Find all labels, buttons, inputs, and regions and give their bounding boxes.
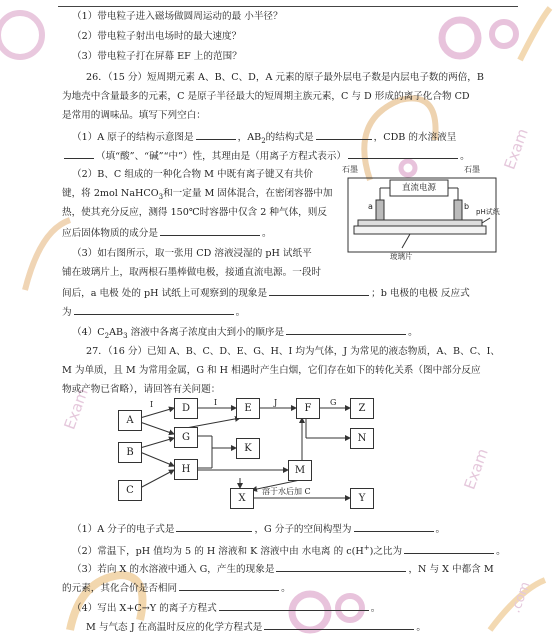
electrode-b-label: b: [464, 202, 470, 211]
watermark-exam-text-3: Exam: [460, 446, 492, 492]
q27-sub1-line: [72, 521, 445, 537]
q27-sub3-text-b: ，N 与 X 中都含 M: [408, 564, 494, 575]
flow-box-G: G: [174, 427, 198, 448]
left-electrode-label: 石墨: [342, 165, 358, 174]
q27-sub1-end: 。: [435, 524, 446, 535]
paper-pointer: [482, 218, 490, 223]
q26-sub1-blank-1: [196, 129, 236, 140]
q26-sub3-line-4: [62, 304, 245, 320]
q26-sub2-text-c: 和一定量 M 固体混合，在密闭容器中加: [163, 188, 333, 199]
q27-sub3-text-c: 的元素，其化合价是否相同: [62, 583, 178, 594]
q26-sub4-text-c: 溶液中各离子浓度由大到小的顺序是: [127, 327, 285, 338]
electrode-left: [376, 200, 384, 222]
q26-sub2-line-4: [62, 225, 272, 241]
q27-sub1-blank-1: [176, 521, 252, 532]
q26-stem-line-3: 是常用的调味品。填写下列空白：: [62, 110, 206, 121]
edge-label-J: J: [274, 398, 278, 407]
q26-sub3-blank-1: [269, 285, 369, 296]
q26-sub1-end: 。: [460, 151, 470, 162]
q26-sub3-blank-2: [74, 304, 234, 315]
q27-stem-line-1: 27．（16 分）已知 A、B、C、D、E、G、H、I 均为气体，J 为常见的液态物质，A、B、C、I、: [86, 346, 501, 357]
q27-sub4-line: [72, 600, 380, 616]
q27-sub4-end: 。: [370, 603, 381, 614]
flow-box-M: M: [288, 460, 312, 481]
flow-box-A: A: [118, 410, 142, 431]
flow-box-H: H: [174, 459, 198, 480]
q26-sub4-text-a: （4）C: [72, 327, 105, 338]
right-electrode-label: 石墨: [464, 165, 480, 174]
electrode-right: [454, 200, 462, 222]
q26-sub4-blank: [286, 324, 406, 335]
q26-sub2-sub: 3: [158, 192, 164, 201]
q26-sub4-text-b: AB: [109, 327, 124, 338]
glass-pointer: [402, 234, 410, 248]
watermark-exam-text-2: Exam: [60, 386, 92, 432]
q25-part-3: （3）带电粒子打在屏幕 EF 上的范围？: [72, 51, 242, 62]
q26-sub4-sub-2: 3: [123, 331, 128, 340]
q26-sub2-text-e: 应后固体物质的成分是: [62, 228, 158, 239]
q26-sub3-end: 。: [235, 307, 246, 318]
q26-sub2-line-1: （2）B、C 组成的一种化合物 M 中既有离子键又有共价: [72, 169, 313, 180]
electrolysis-figure: [340, 160, 500, 262]
q26-sub4-sub-1: 2: [104, 331, 110, 340]
q27-stem-line-3: 物或产物已省略），请回答有关问题：: [62, 384, 221, 395]
electrode-a-label: a: [368, 202, 373, 211]
glass-plate: [354, 226, 486, 234]
q27-sub5-end: 。: [416, 622, 426, 633]
flow-box-Y: Y: [350, 488, 374, 509]
q25-part-2: （2）带电粒子射出电场时的最大速度？: [72, 31, 242, 42]
ph-paper: [358, 220, 482, 226]
glass-plate-label: 玻璃片: [390, 252, 413, 261]
q26-sub1-text-c: 的结构式是: [265, 132, 314, 143]
q26-sub1-blank-4: [348, 148, 458, 159]
q27-sub4-blank: [219, 600, 369, 611]
q26-sub2-text-b: 键，将 2mol NaHCO: [62, 188, 159, 199]
q27-sub3-line-1: [72, 561, 494, 577]
q27-sub1-text-a: （1）A 分子的电子式是: [72, 524, 175, 535]
flow-box-K: K: [236, 438, 260, 459]
q27-sub3-line-2: [62, 580, 291, 596]
q27-sub2-end: 。: [496, 546, 506, 558]
q27-sub1-text-b: ，G 分子的空间构型为: [254, 524, 352, 535]
q26-sub2-end: 。: [261, 228, 272, 239]
q26-sub1-line-1: [72, 129, 456, 148]
q26-sub4-end: 。: [408, 327, 418, 338]
q25-part-1: （1）带电粒子进入磁场做圆周运动的最 小半径？: [72, 11, 283, 22]
q26-stem-line-2: 为地壳中含量最多的元素，C 是原子半径最大的短周期主族元素，C 与 D 形成的离子化合物 CD: [62, 91, 470, 102]
q27-sub3-blank-1: [276, 561, 406, 572]
flow-box-C: C: [118, 480, 142, 501]
flow-diagram: [100, 398, 390, 516]
q27-sub2-sup: +: [363, 544, 370, 552]
q27-sub5-line: [86, 619, 426, 635]
q27-sub5-blank: [264, 619, 414, 630]
q26-sub1-text-e: （填“酸”、“碱”“中”）性，其理由是（用离子方程式表示）: [96, 151, 347, 162]
power-supply-label: 直流电源: [401, 183, 436, 193]
q27-sub4-text-a: （4）写出 X+C→Y 的离子方程式: [72, 603, 217, 614]
q27-sub2-text-b: )之比为: [369, 546, 403, 558]
q27-sub2-line: [72, 541, 506, 559]
watermark-logo-top-left: [0, 0, 70, 74]
flow-box-B: B: [118, 442, 142, 463]
edge-label-G: G: [330, 398, 337, 407]
q27-sub5-text-a: M 与气态 J 在高温时反应的化学方程式是: [86, 622, 263, 633]
q26-sub2-line-3: 热，使其充分反应，测得 150℃时容器中仅含 2 种气体，则反: [62, 207, 327, 218]
q27-sub2-blank: [404, 543, 494, 554]
q27-sub2-text-a: （2）常温下，pH 值均为 5 的 H 溶液和 K 溶液中由 水电离 的 c(H: [72, 546, 364, 558]
edge-label-I-2: I: [214, 398, 218, 407]
q26-sub1-blank-2: [316, 129, 372, 140]
flow-box-E: E: [236, 398, 260, 419]
q26-sub2-blank: [160, 225, 260, 236]
q26-sub3-line-2: 铺在玻璃片上，取两根石墨棒做电极，接通直流电源。一段时: [62, 267, 322, 278]
ph-paper-label: pH试纸: [476, 208, 500, 216]
watermark-logo-top-right: [400, 0, 560, 74]
flow-box-D: D: [174, 398, 198, 419]
flow-box-Z: Z: [350, 398, 374, 419]
q26-sub1-text-d: ，CDB 的水溶液呈: [373, 132, 457, 143]
flow-box-X: X: [230, 488, 254, 509]
watermark-com-text: .com: [508, 579, 534, 616]
q26-sub1-blank-3: [64, 148, 94, 159]
edge-label-dissolve: 溶于水后加 C: [262, 487, 311, 496]
q26-sub3-line-3: [62, 285, 470, 301]
q26-sub1-text-b: ，AB: [237, 132, 262, 143]
q26-sub1-sub: 2: [261, 136, 266, 145]
edge-label-I-1: I: [150, 400, 154, 409]
q26-sub3-line-1: （3）如右图所示，取一张用 CD 溶液浸湿的 pH 试纸平: [72, 248, 312, 259]
q27-sub3-text-a: （3）若向 X 的水溶液中通入 G，产生的现象是: [72, 564, 275, 575]
watermark-exam-text-1: Exam: [500, 126, 532, 172]
flow-box-N: N: [350, 428, 374, 449]
q26-sub3-text-e: 为: [62, 307, 72, 318]
q27-sub1-blank-2: [354, 521, 434, 532]
q27-stem-line-2: M 为单质，且 M 为常用金属，G 和 H 相遇时产生白烟，它们存在如下的转化关系（图中部分反应: [62, 365, 481, 376]
flow-box-F: F: [296, 398, 320, 419]
q26-sub4-line: [72, 324, 418, 343]
q27-sub3-blank-2: [179, 580, 279, 591]
top-rule: [58, 6, 518, 7]
q27-sub3-end: 。: [281, 583, 291, 594]
q26-sub2-line-2: [62, 187, 333, 204]
q26-sub1-text-a: （1）A 原子的结构示意图是: [72, 132, 194, 143]
q26-sub3-text-d: ；b 电极的电极 反应式: [371, 288, 470, 299]
q26-sub3-text-c: 间后，a 电极 处的 pH 试纸上可观察到的现象是: [62, 288, 268, 299]
q26-stem-line-1: 26．（15 分）短周期元素 A、B、C、D，A 元素的原子最外层电子数是内层电子数的两倍，B: [86, 72, 484, 83]
